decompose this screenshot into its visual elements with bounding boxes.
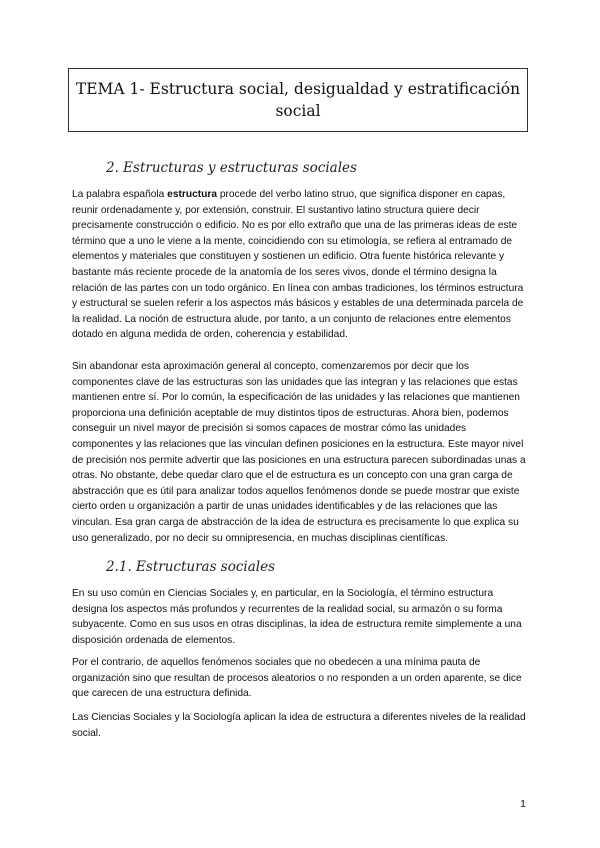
paragraph-2-text: Sin abandonar esta aproximación general al concepto, comenzaremos por decir que los componentes clave de las estructuras son las unidades que las integran y las relaciones que estas mantienen entre sí. Por lo común, la especificación de las unidades y las relaciones que mantienen proporciona una definición aceptable de muy distintos tipos de estructuras. Ahora bien, podemos conseguir un nivel mayor de precisión si somos capaces de mostrar cómo las unidades componentes y las relaciones que las vinculan definen posiciones en la estructura. Este mayor nivel de precisión nos permite advertir que las posiciones en una estructura parecen subordinadas unas a otras. No obstante, debe quedar claro que el de estructura es un concepto con una gran carga de abstracción que es útil para analizar todos aquellos fenómenos donde se puede mostrar que existe cierto orden u organización a partir de unas unidades identificables y de las relaciones que las vinculan. Esa gran carga de abstracción de la idea de estructura es precisamente lo que explica su uso generalizado, por no decir su omnipresencia, en muchas disciplinas científicas. [72, 361, 526, 544]
paragraph-2 [72, 359, 528, 546]
section-heading: 2. Estructuras y estructuras sociales [106, 160, 357, 176]
paragraph-5 [72, 710, 528, 741]
title-line-2: social [275, 102, 321, 120]
paragraph-4 [72, 655, 528, 702]
paragraph-4-text: Por el contrario, de aquellos fenómenos sociales que no obedecen a una mínima pauta de organización sino que resultan de procesos aleatorios o no responden a un orden aparente, se dice que carecen de una estructura definida. [72, 657, 522, 700]
subsection-heading: 2.1. Estructuras sociales [106, 559, 276, 575]
paragraph-3 [72, 586, 528, 648]
page-number: 1 [520, 798, 526, 810]
paragraph-5-text: Las Ciencias Sociales y la Sociología aplican la idea de estructura a diferentes niveles de la realidad social. [72, 712, 526, 739]
title-box [68, 68, 528, 132]
title-line-1: TEMA 1- Estructura social, desigualdad y estratificación [75, 80, 521, 98]
paragraph-1-bold-term: estructura [167, 189, 217, 200]
paragraph-1-start: La palabra española [72, 189, 168, 200]
paragraph-1 [72, 187, 528, 343]
paragraph-3-text: En su uso común en Ciencias Sociales y, en particular, en la Sociología, el término estructura designa los aspectos más profundos y recurrentes de la realidad social, su armazón o su forma subyacente. Como en sus usos en otras disciplinas, la idea de estructura remite simplemente a una disposición ordenada de elementos. [72, 588, 522, 646]
paragraph-1-rest: procede del verbo latino struo, que significa disponer en capas, reunir ordenadamente y, por extensión, construir. El sustantivo latino structura quiere decir precisamente construcción o edificio. No es por ello extraño que una de las primeras ideas de este término que a uno le viene a la mente, coincidiendo con su etimología, se refiera al entramado de elementos y materiales que constituyen y sostienen un edificio. Otra fuente histórica relevante y bastante más reciente procede de la anatomía de los seres vivos, donde el término designa la relación de las partes con un todo orgánico. En línea con ambas tradiciones, los términos estructura y estructural se suelen referir a los aspectos más básicos y estables de una determinada parcela de la realidad. La noción de estructura alude, por tanto, a un conjunto de relaciones entre elementos dotado en alguna medida de orden, coherencia y estabilidad. [72, 189, 524, 341]
